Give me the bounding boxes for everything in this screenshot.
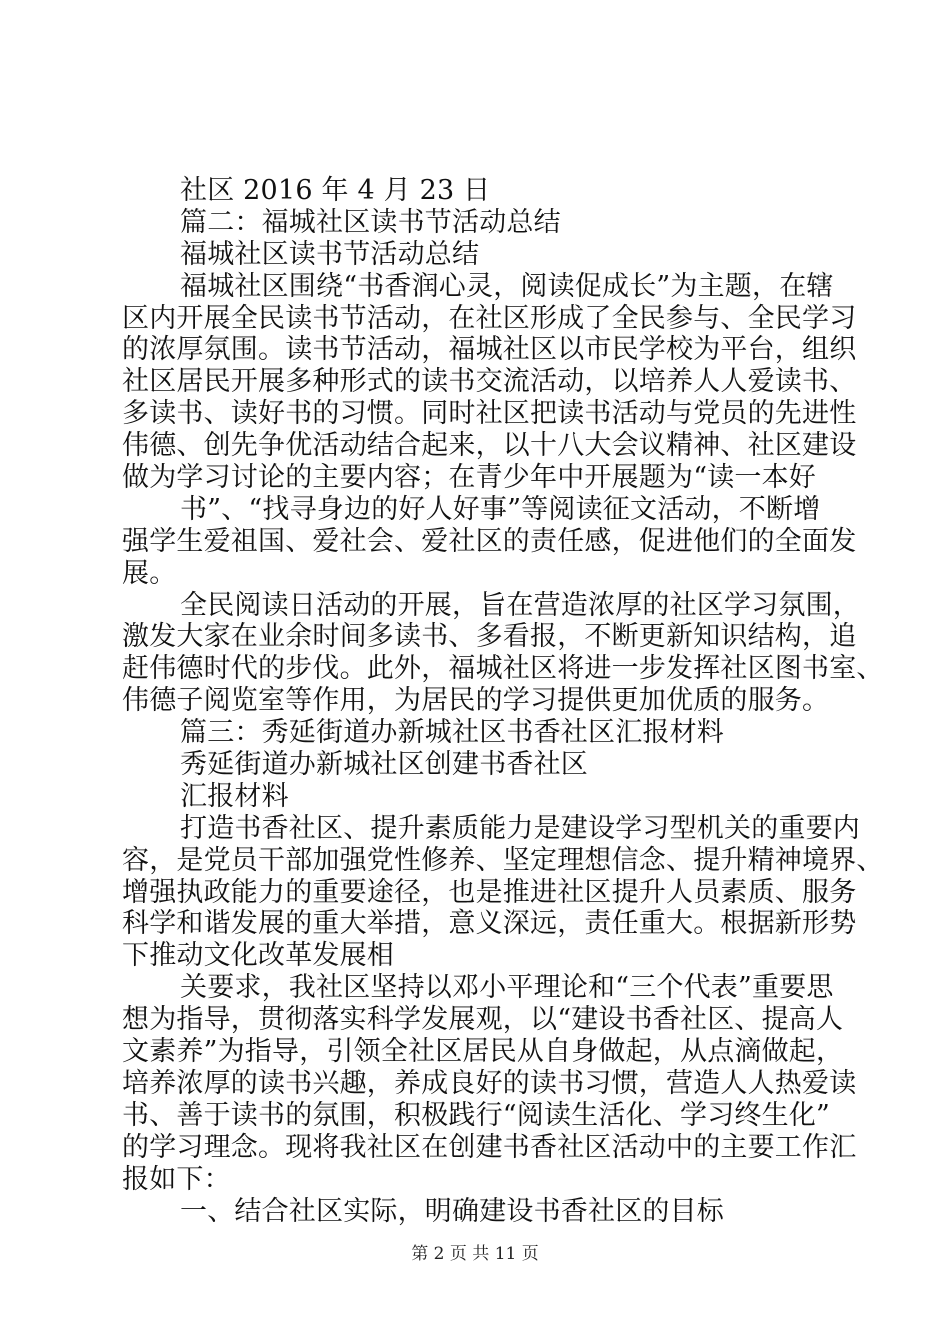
text-line: 打造书香社区、提升素质能力是建设学习型机关的重要内	[180, 812, 860, 844]
text-line: 培养浓厚的读书兴趣，养成良好的读书习惯，营造人人热爱读	[122, 1067, 857, 1099]
text-line: 关要求，我社区坚持以邓小平理论和“三个代表”重要思	[180, 972, 834, 1004]
text-line: 汇报材料	[180, 780, 289, 812]
text-line: 书”、“找寻身边的好人好事”等阅读征文活动，不断增	[180, 493, 821, 525]
text-line: 科学和谐发展的重大举措，意义深远，责任重大。根据新形势	[122, 908, 857, 940]
text-line: 激发大家在业余时间多读书、多看报，不断更新知识结构，追	[122, 621, 857, 653]
text-line: 伟德子阅览室等作用，为居民的学习提供更加优质的服务。	[122, 685, 830, 717]
text-line: 下推动文化改革发展相	[122, 940, 394, 972]
text-line: 展。	[122, 557, 177, 589]
text-line: 篇二：福城社区读书节活动总结	[180, 206, 561, 238]
text-line: 福城社区围绕“书香润心灵，阅读促成长”为主题，在辖	[180, 270, 834, 302]
text-line: 做为学习讨论的主要内容；在青少年中开展题为“读一本好	[122, 462, 817, 494]
text-line: 多读书、读好书的习惯。同时社区把读书活动与党员的先进性	[122, 398, 857, 430]
text-line: 赶伟德时代的步伐。此外，福城社区将进一步发挥社区图书室、	[122, 653, 884, 685]
text-line: 秀延街道办新城社区创建书香社区	[180, 749, 588, 781]
text-line: 想为指导，贯彻落实科学发展观，以“建设书香社区、提高人	[122, 1004, 844, 1036]
text-line: 全民阅读日活动的开展，旨在营造浓厚的社区学习氛围，	[180, 589, 860, 621]
text-line: 增强执政能力的重要途径，也是推进社区提升人员素质、服务	[122, 876, 857, 908]
text-line: 书、善于读书的氛围，积极践行“阅读生活化、学习终生化”	[122, 1099, 831, 1131]
text-line: 报如下：	[122, 1163, 231, 1195]
text-line: 社区 2016 年 4 月 23 日	[180, 175, 491, 206]
text-line: 的浓厚氛围。读书节活动，福城社区以市民学校为平台，组织	[122, 334, 857, 366]
text-line: 强学生爱祖国、爱社会、爱社区的责任感，促进他们的全面发	[122, 525, 857, 557]
text-line: 篇三：秀延街道办新城社区书香社区汇报材料	[180, 717, 724, 749]
page-number: 第 2 页 共 11 页	[411, 1244, 539, 1264]
text-line: 区内开展全民读书节活动，在社区形成了全民参与、全民学习	[122, 302, 857, 334]
text-line: 一、结合社区实际，明确建设书香社区的目标	[180, 1195, 724, 1227]
text-line: 伟德、创先争优活动结合起来，以十八大会议精神、社区建设	[122, 430, 857, 462]
text-line: 文素养”为指导，引领全社区居民从自身做起，从点滴做起，	[122, 1036, 844, 1068]
text-line: 容，是党员干部加强党性修养、坚定理想信念、提升精神境界、	[122, 844, 884, 876]
page-footer	[0, 1243, 950, 1265]
text-line: 福城社区读书节活动总结	[180, 238, 480, 270]
text-line: 社区居民开展多种形式的读书交流活动，以培养人人爱读书、	[122, 366, 857, 398]
text-line: 的学习理念。现将我社区在创建书香社区活动中的主要工作汇	[122, 1131, 857, 1163]
document-body	[122, 175, 884, 1227]
